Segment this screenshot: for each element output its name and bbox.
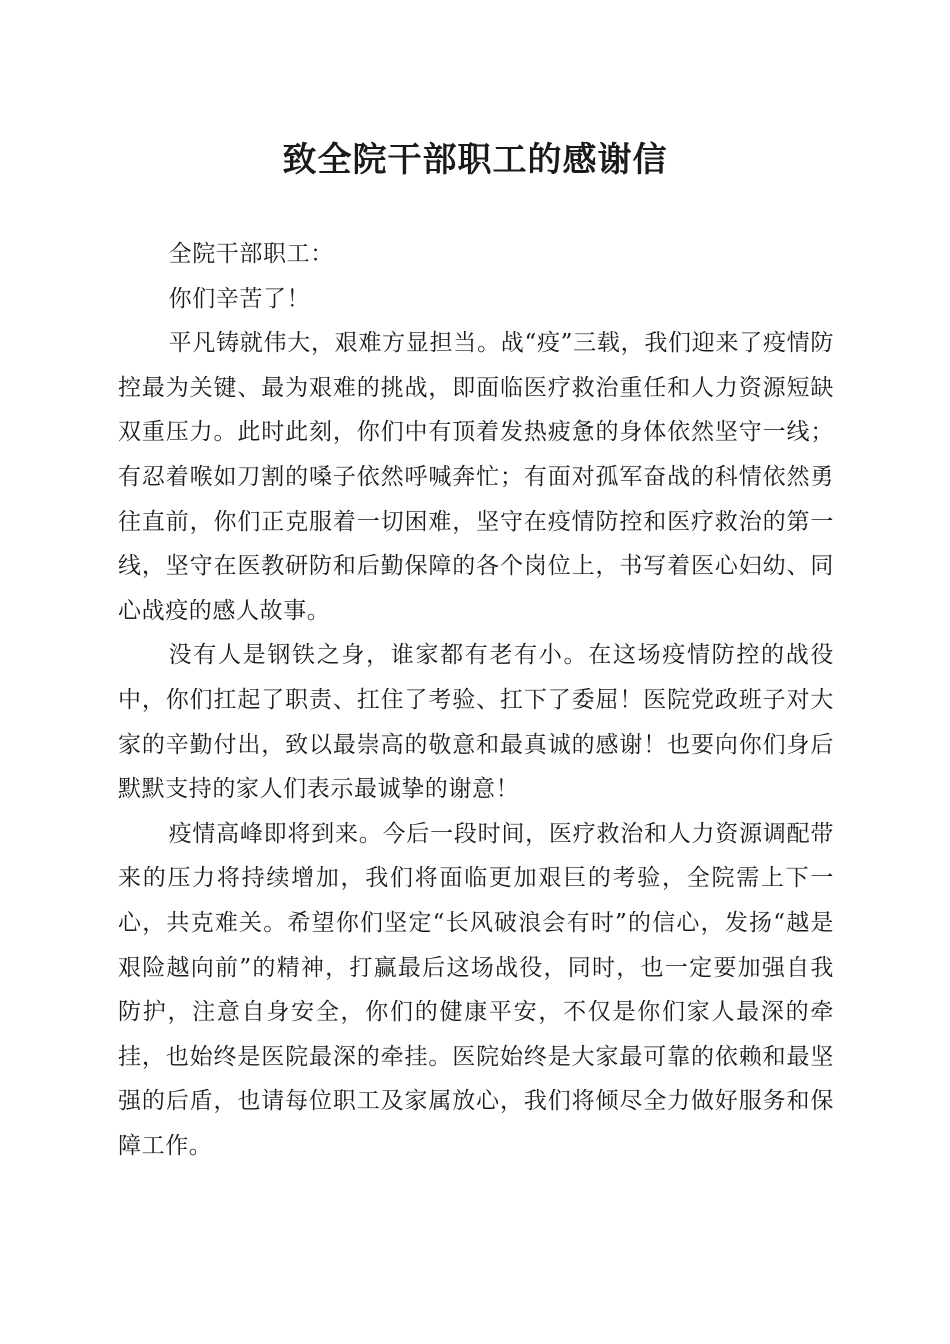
letter-body <box>118 232 834 1168</box>
salutation: 全院干部职工： <box>168 241 334 267</box>
greeting: 你们辛苦了！ <box>168 285 311 312</box>
document-title: 致全院干部职工的感谢信 <box>282 140 668 180</box>
paragraph-1: 平凡铸就伟大，艰难方显担当。战“疫”三载，我们迎来了疫情防控最为关键、最为艰难的挑战，即面临医疗救治重任和人力资源短缺双重压力。此时此刻，你们中有顶着发热疲惫的身体依然坚守一线；有忍着喉如刀割的嗓子依然呼喊奔忙；有面对孤军奋战的科情依然勇往直前，你们正克服着一切困难，坚守在疫情防控和医疗救治的第一线，坚守在医教研防和后勤保障的各个岗位上，书写着医心妇幼、同心战疫的感人故事。 <box>118 330 834 624</box>
paragraph-2: 没有人是钢铁之身，谁家都有老有小。在这场疫情防控的战役中，你们扛起了职责、扛住了考验、扛下了委屈！医院党政班子对大家的辛勤付出，致以最崇高的敬意和最真诚的感谢！也要向你们身后默默支持的家人们表示最诚挚的谢意！ <box>118 642 834 803</box>
paragraph-3: 疫情高峰即将到来。今后一段时间，医疗救治和人力资源调配带来的压力将持续增加，我们将面临更加艰巨的考验，全院需上下一心，共克难关。希望你们坚定“长风破浪会有时”的信心，发扬“越是艰险越向前”的精神，打赢最后这场战役，同时，也一定要加强自我防护，注意自身安全，你们的健康平安，不仅是你们家人最深的牵挂，也始终是医院最深的牵挂。医院始终是大家最可靠的依赖和最坚强的后盾，也请每位职工及家属放心，我们将倾尽全力做好服务和保障工作。 <box>118 820 834 1159</box>
